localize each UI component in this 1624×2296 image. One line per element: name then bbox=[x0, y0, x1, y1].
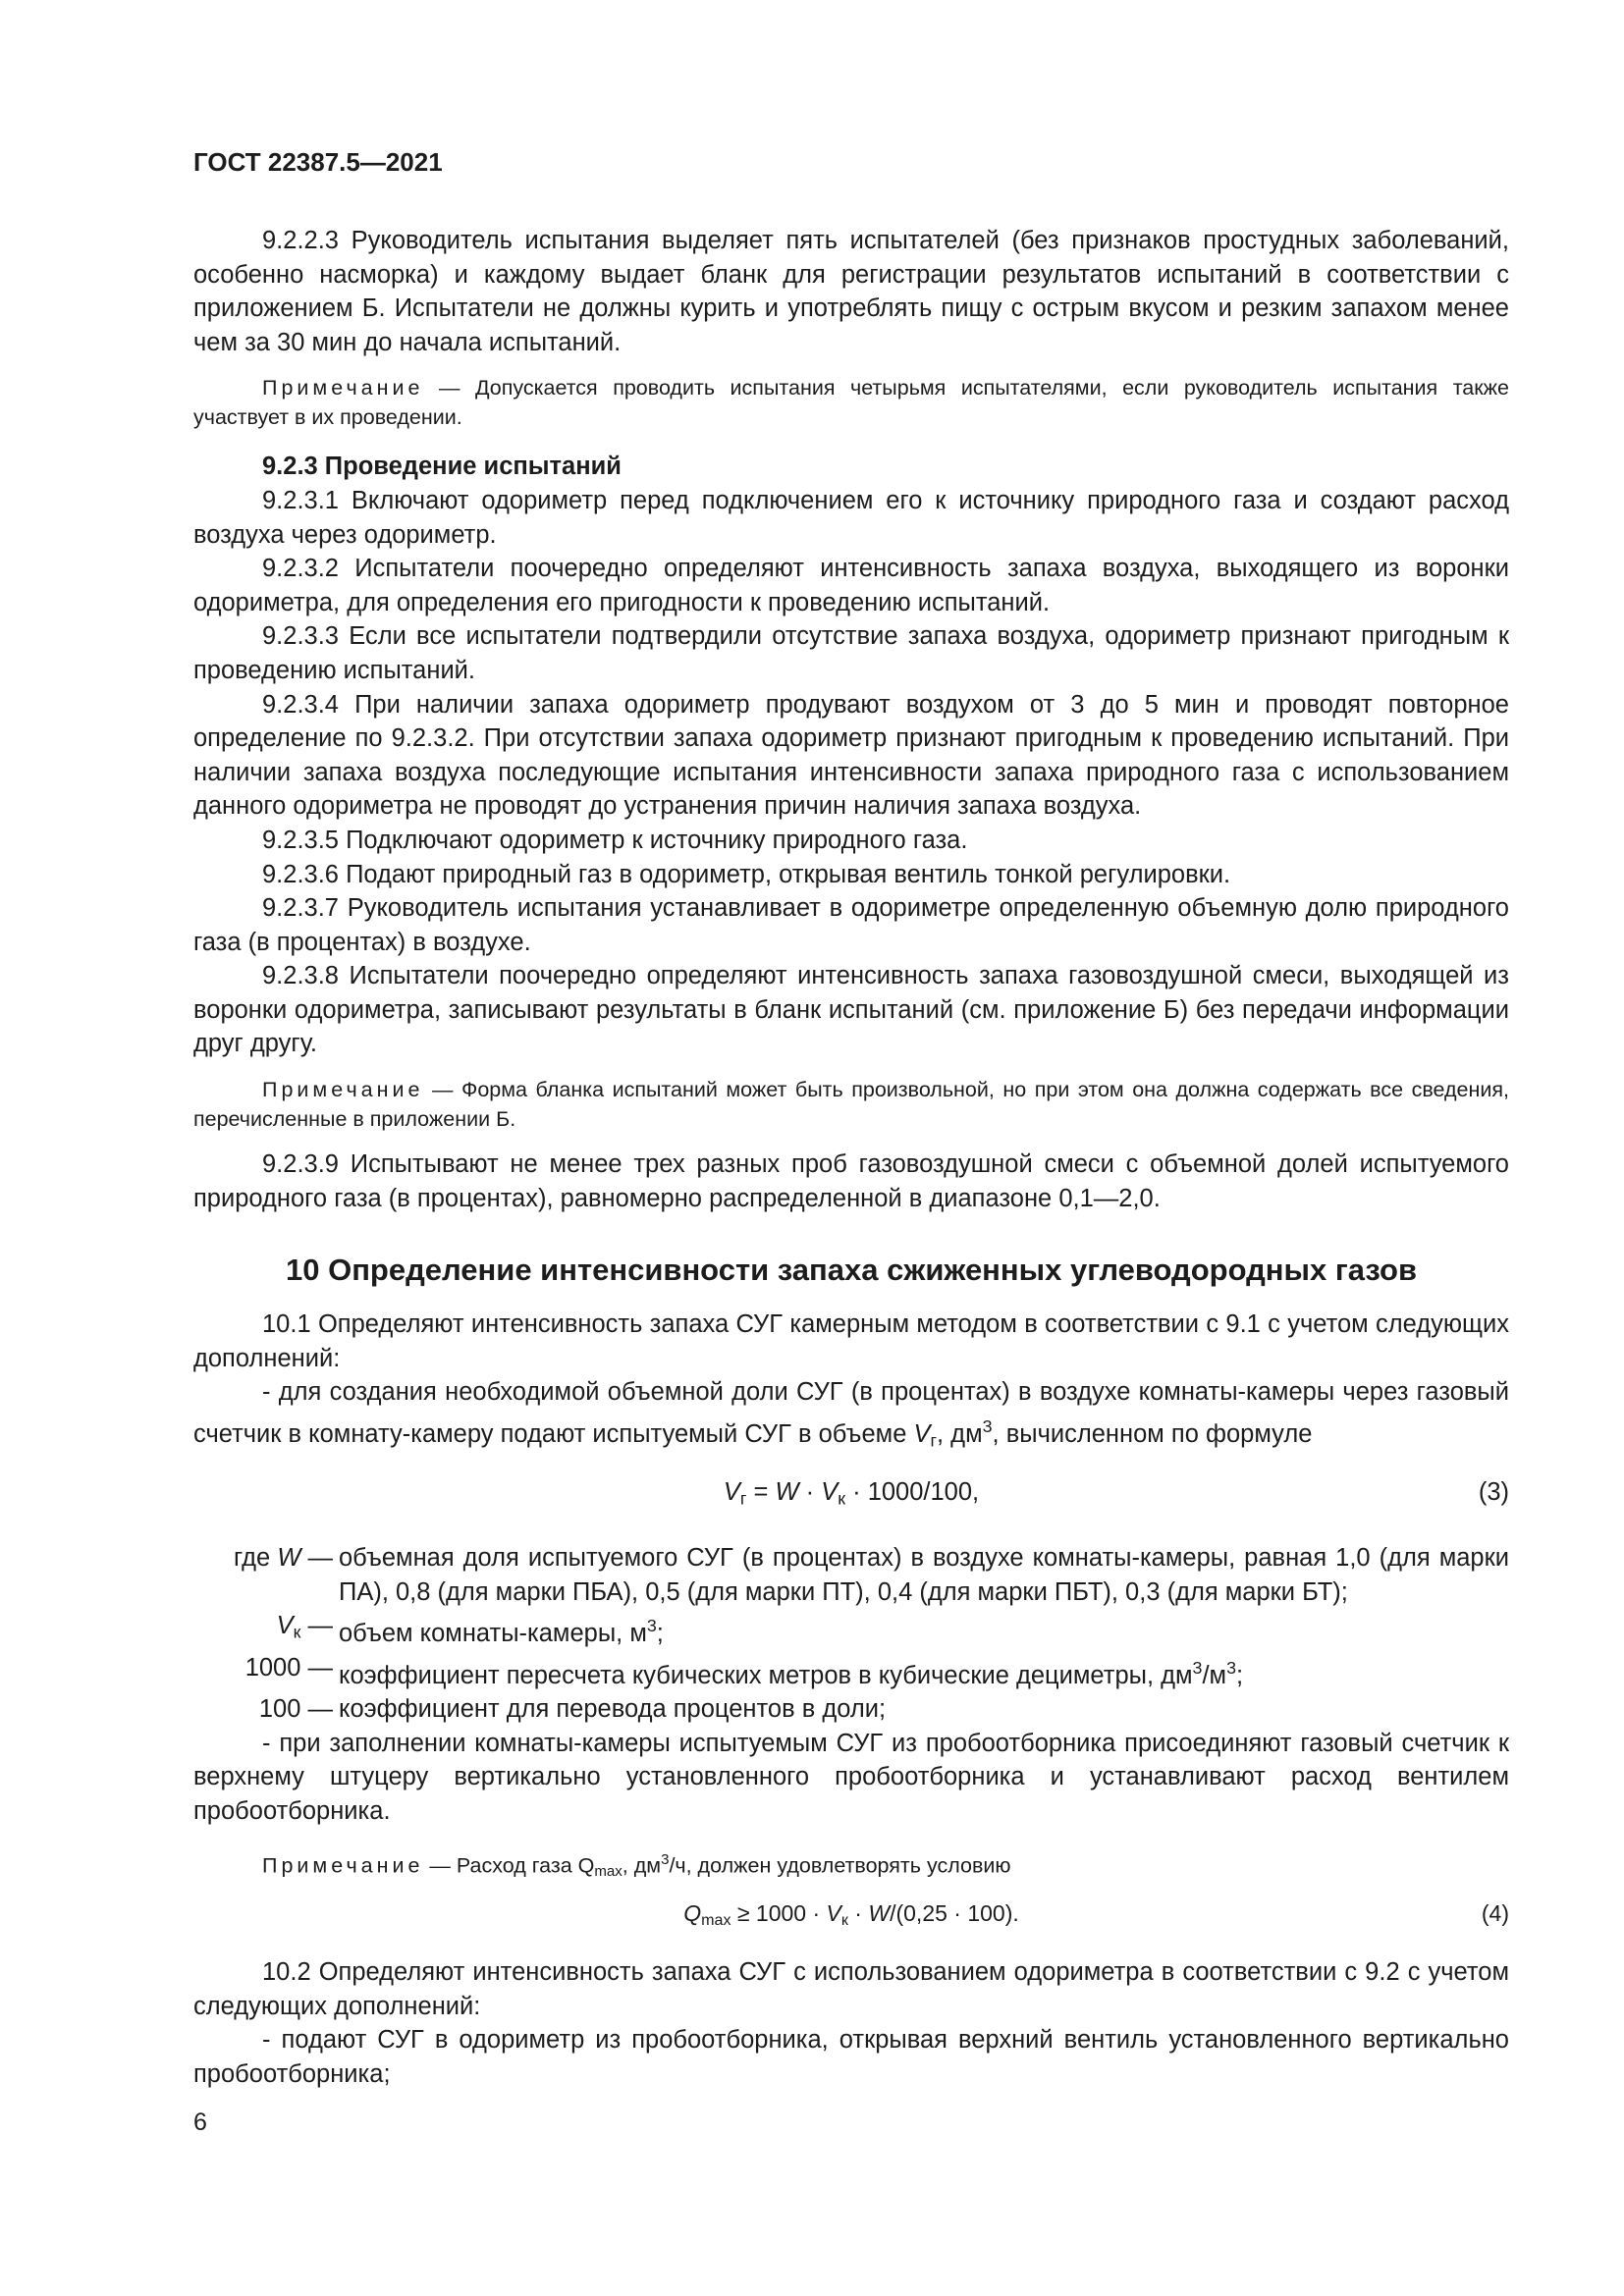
section-heading-9-2-3: 9.2.3 Проведение испытаний bbox=[262, 453, 622, 481]
section-10-title: 10 Определение интенсивности запаха сжиженных углеводородных газов bbox=[285, 1253, 1418, 1288]
paragraph-9-2-3-1: 9.2.3.1 Включают одориметр перед подключением его к источнику природного газа и создают расход воздуха через одориметр. bbox=[193, 486, 1509, 549]
page-number: 6 bbox=[193, 2109, 207, 2136]
note-2 bbox=[193, 1075, 1509, 1134]
paragraph-10-2-a: - подают СУГ в одориметр из пробоотборника, открывая верхний вентиль установленного вертикально пробоотборника; bbox=[193, 2026, 1509, 2088]
paragraph-9-2-3-6: 9.2.3.6 Подают природный газ в одориметр, открывая вентиль тонкой регулировки. bbox=[262, 860, 1231, 888]
formula-3-number: (3) bbox=[1478, 1477, 1509, 1506]
definition-1000: 1000 — коэффициент пересчета кубических метров в кубические дециметры, $дм^3/м^3$; bbox=[244, 1653, 1244, 1689]
definition-vk: $V_к$ — объем комнаты-камеры, $м^3$; bbox=[276, 1612, 664, 1647]
paragraph-9-2-3-7: 9.2.3.7 Руководитель испытания устанавливает в одориметре определенную объемную долю природного газа (в процентах) в воздухе. bbox=[193, 894, 1509, 956]
paragraph-9-2-2-3: 9.2.2.3 Руководитель испытания выделяет пять испытателей (без признаков простудных заболеваний, особенно насморка) и каждому выдает бланк для регистрации результатов испытаний в соответствии с приложением Б. Испытатели не должны курить и употреблять пищу с острым вкусом и резким запахом менее чем за 30 мин до начала испытаний. bbox=[193, 227, 1509, 356]
paragraph-9-2-3-3: 9.2.3.3 Если все испытатели подтвердили отсутствие запаха воздуха, одориметр признают пригодным к проведению испытаний. bbox=[193, 622, 1509, 684]
note-3: Примечание — Расход газа $Q_{max}$, $дм^3/ч$, должен удовлетворять условию bbox=[262, 1851, 1011, 1881]
note-label: Примечание bbox=[262, 1853, 424, 1878]
note-1 bbox=[193, 373, 1509, 432]
paragraph-10-1-a: - для создания необходимой объемной доли СУГ (в процентах) в воздухе комнаты-камеры через газовый счетчик в комнату-камеру подают испытуемый СУГ в объеме $V_г$, $дм^3$, вычисленном по формуле bbox=[193, 1378, 1509, 1451]
paragraph-9-2-3-4: 9.2.3.4 При наличии запаха одориметр продувают воздухом от 3 до 5 мин и проводят повторное определение по 9.2.3.2. При отсутствии запаха одориметр признают пригодным к проведению испытаний. При наличии запаха воздуха последующие испытания интенсивности запаха природного газа с использованием данного одориметра не проводят до устранения причин наличия запаха воздуха. bbox=[193, 690, 1509, 821]
note-1-text: — Допускается проводить испытания четырьмя испытателями, если руководитель испытания также участвует в их проведении. bbox=[193, 376, 1509, 430]
formula-definitions bbox=[193, 1541, 1509, 1727]
paragraph-10-2: 10.2 Определяют интенсивность запаха СУГ с использованием одориметра в соответствии с 9.2 с учетом следующих дополнений: bbox=[193, 1957, 1509, 2020]
note-2-text: — Форма бланка испытаний может быть произвольной, но при этом она должна содержать все сведения, перечисленные в приложении Б. bbox=[193, 1078, 1509, 1132]
definition-w: где W — объемная доля испытуемого СУГ (в процентах) в воздухе комнаты-камеры, равная 1,0 (для марки ПА), 0,8 (для марки ПБА), 0,5 (для марки ПТ), 0,4 (для марки ПБТ), 0,3 (для марки БТ); bbox=[234, 1543, 1509, 1606]
formula-3: $V_г = W \cdot V_к \cdot 1000/100$, (3) bbox=[193, 1475, 1509, 1516]
paragraph-9-2-3-8: 9.2.3.8 Испытатели поочередно определяют интенсивность запаха газовоздушной смеси, выходящей из воронки одориметра, записывают результаты в бланк испытаний (см. приложение Б) без передачи информации друг другу. bbox=[193, 962, 1509, 1058]
paragraph-9-2-3-5: 9.2.3.5 Подключают одориметр к источнику природного газа. bbox=[262, 826, 968, 854]
page-content bbox=[193, 224, 1509, 2091]
note-label: Примечание bbox=[262, 1078, 424, 1102]
paragraph-9-2-3-2: 9.2.3.2 Испытатели поочередно определяют интенсивность запаха воздуха, выходящего из воронки одориметра, для определения его пригодности к проведению испытаний. bbox=[193, 555, 1509, 616]
definition-100: 100 — коэффициент для перевода процентов в доли; bbox=[258, 1694, 887, 1723]
paragraph-10-1: 10.1 Определяют интенсивность запаха СУГ камерным методом в соответствии с 9.1 с учетом следующих дополнений: bbox=[193, 1310, 1509, 1372]
paragraph-10-1-b: - при заполнении комнаты-камеры испытуемым СУГ из пробоотборника присоединяют газовый счетчик к верхнему штуцеру вертикально установленного пробоотборника и устанавливают расход вентилем пробоотборника. bbox=[193, 1729, 1509, 1825]
formula-4: $Q_{max} \ge 1000 \cdot V_к \cdot W/(0,25 \cdot 100)$. (4) bbox=[193, 1896, 1509, 1938]
paragraph-9-2-3-9: 9.2.3.9 Испытывают не менее трех разных проб газовоздушной смеси с объемной долей испытуемого природного газа (в процентах), равномерно распределенной в диапазоне 0,1—2,0. bbox=[193, 1150, 1509, 1212]
document-header: ГОСТ 22387.5—2021 bbox=[193, 147, 443, 177]
note-label: Примечание bbox=[262, 376, 424, 400]
formula-4-number: (4) bbox=[1481, 1900, 1509, 1927]
